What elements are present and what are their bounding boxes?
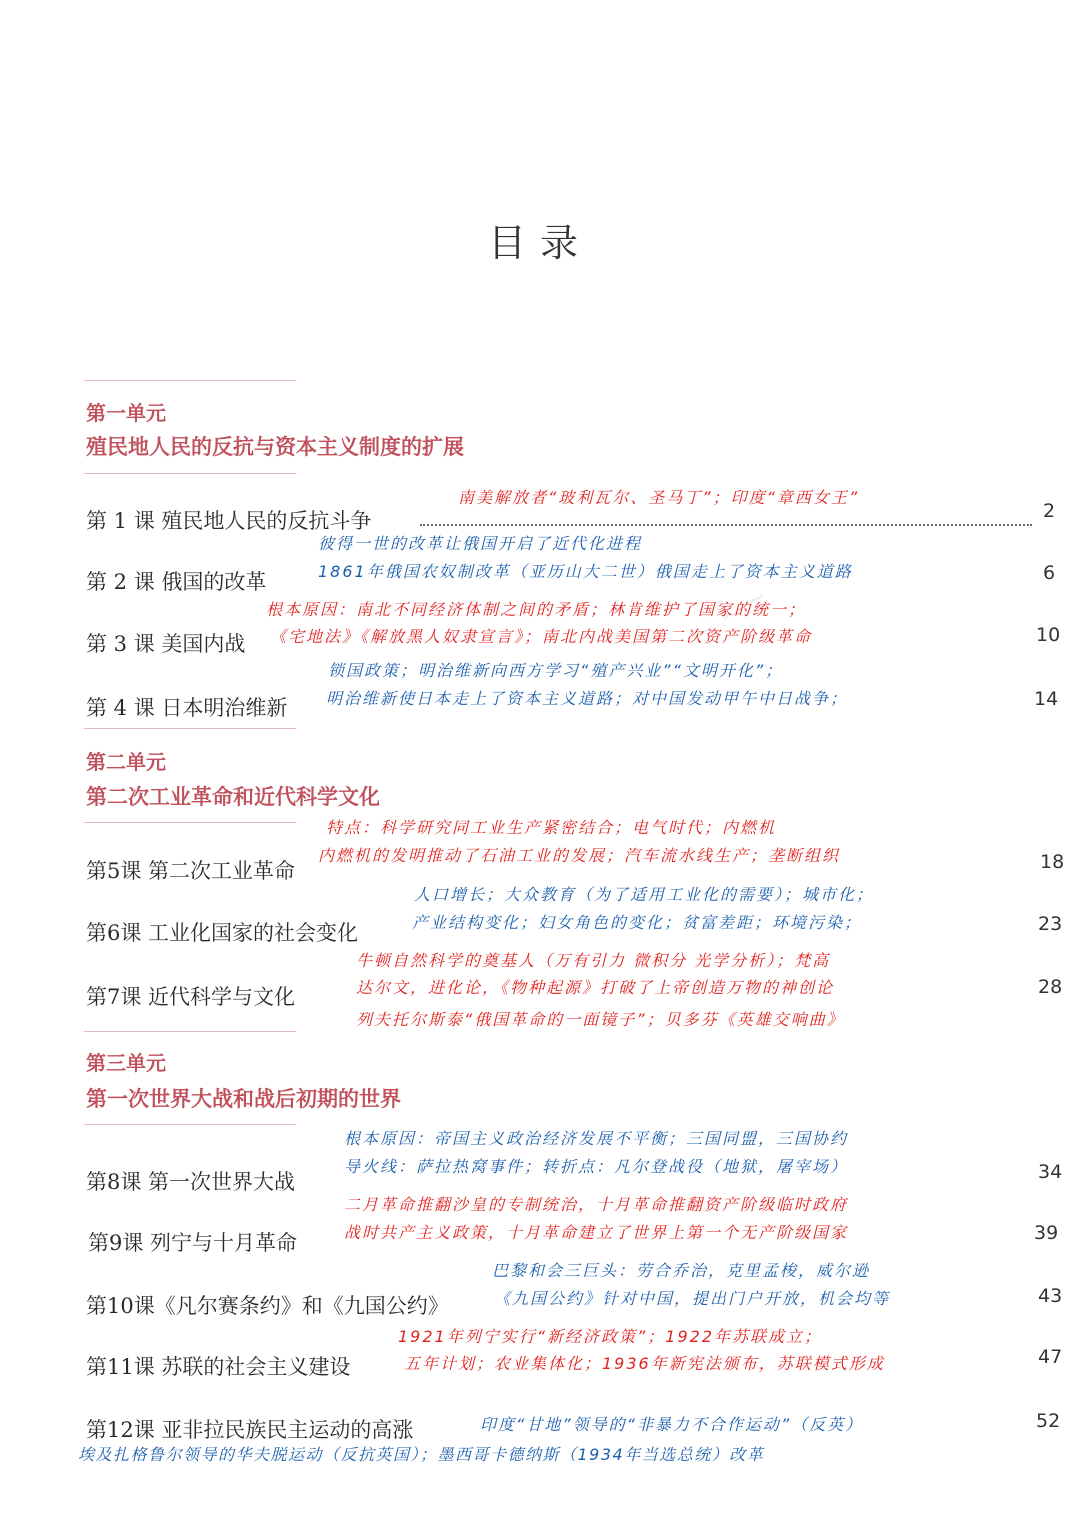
handwritten-note: 彼得一世的改革让俄国开启了近代化进程 bbox=[318, 534, 643, 553]
toc-entry-lesson-6[interactable]: 第6课 工业化国家的社会变化 bbox=[86, 921, 359, 945]
divider bbox=[84, 380, 296, 381]
toc-entry-lesson-7[interactable]: 第7课 近代科学与文化 bbox=[86, 985, 296, 1009]
page-title: 目录 bbox=[487, 221, 592, 265]
page-number: 28 bbox=[1038, 976, 1063, 998]
watermark: ~ ~ ~ bbox=[688, 580, 774, 650]
handwritten-note: 根本原因：帝国主义政治经济发展不平衡；三国同盟，三国协约 bbox=[344, 1129, 849, 1148]
page-number: 2 bbox=[1043, 500, 1056, 522]
divider bbox=[84, 473, 296, 474]
unit-title: 第一次世界大战和战后初期的世界 bbox=[86, 1086, 401, 1111]
handwritten-note: 锁国政策；明治维新向西方学习“殖产兴业”“文明开化”； bbox=[328, 661, 784, 680]
handwritten-note: 《九国公约》针对中国，提出门户开放，机会均等 bbox=[494, 1289, 891, 1308]
handwritten-note: 导火线：萨拉热窝事件；转折点：凡尔登战役（地狱，屠宰场） bbox=[344, 1157, 849, 1176]
toc-entry-lesson-4[interactable]: 第 4 课 日本明治维新 bbox=[86, 696, 288, 720]
handwritten-note: 明治维新使日本走上了资本主义道路；对中国发动甲午中日战争； bbox=[326, 689, 849, 708]
handwritten-note: 达尔文，进化论，《物种起源》打破了上帝创造万物的神创论 bbox=[356, 978, 835, 997]
divider bbox=[84, 822, 296, 823]
handwritten-note: 《宅地法》《解放黑人奴隶宣言》；南北内战美国第二次资产阶级革命 bbox=[270, 627, 813, 646]
dot-leader bbox=[420, 524, 1032, 526]
handwritten-note: 战时共产主义政策，十月革命建立了世界上第一个无产阶级国家 bbox=[344, 1223, 849, 1242]
handwritten-note: 牛顿自然科学的奠基人（万有引力 微积分 光学分析）；梵高 bbox=[356, 951, 831, 970]
toc-entry-lesson-8[interactable]: 第8课 第一次世界大战 bbox=[86, 1170, 296, 1194]
page-number: 23 bbox=[1038, 913, 1063, 935]
page-number: 18 bbox=[1040, 851, 1065, 873]
handwritten-note: 内燃机的发明推动了石油工业的发展；汽车流水线生产；垄断组织 bbox=[318, 846, 841, 865]
handwritten-note: 巴黎和会三巨头：劳合乔治，克里孟梭，威尔逊 bbox=[492, 1261, 871, 1280]
handwritten-note: 五年计划；农业集体化；1936年新宪法颁布，苏联模式形成 bbox=[404, 1354, 885, 1373]
unit-title: 第二次工业革命和近代科学文化 bbox=[86, 784, 380, 809]
toc-entry-lesson-5[interactable]: 第5课 第二次工业革命 bbox=[86, 859, 296, 883]
handwritten-note: 埃及扎格鲁尔领导的华夫脱运动（反抗英国）；墨西哥卡德纳斯（1934年当选总统）改革 bbox=[78, 1445, 765, 1464]
handwritten-note: 列夫托尔斯泰“俄国革命的一面镜子”；贝多芬《英雄交响曲》 bbox=[356, 1010, 845, 1029]
unit-label: 第一单元 bbox=[86, 401, 166, 425]
handwritten-note: 根本原因：南北不同经济体制之间的矛盾；林肯维护了国家的统一； bbox=[266, 600, 807, 619]
page-number: 10 bbox=[1036, 624, 1061, 646]
unit-label: 第三单元 bbox=[86, 1051, 166, 1075]
toc-entry-lesson-11[interactable]: 第11课 苏联的社会主义建设 bbox=[86, 1355, 351, 1379]
toc-entry-lesson-1[interactable]: 第 1 课 殖民地人民的反抗斗争 bbox=[86, 509, 372, 533]
handwritten-note: 二月革命推翻沙皇的专制统治，十月革命推翻资产阶级临时政府 bbox=[344, 1195, 849, 1214]
unit-label: 第二单元 bbox=[86, 750, 166, 774]
page-number: 14 bbox=[1034, 688, 1059, 710]
toc-entry-lesson-12[interactable]: 第12课 亚非拉民族民主运动的高涨 bbox=[86, 1418, 414, 1442]
divider bbox=[84, 1124, 296, 1125]
page-number: 34 bbox=[1038, 1161, 1063, 1183]
toc-entry-lesson-10[interactable]: 第10课《凡尔赛条约》和《九国公约》 bbox=[86, 1294, 449, 1318]
unit-title: 殖民地人民的反抗与资本主义制度的扩展 bbox=[86, 434, 464, 459]
page-number: 43 bbox=[1038, 1285, 1063, 1307]
handwritten-note: 印度“甘地”领导的“非暴力不合作运动”（反英） bbox=[480, 1415, 864, 1434]
handwritten-note: 南美解放者“玻利瓦尔、圣马丁”；印度“章西女王” bbox=[458, 488, 860, 507]
page-number: 39 bbox=[1034, 1222, 1059, 1244]
handwritten-note: 特点：科学研究同工业生产紧密结合；电气时代；内燃机 bbox=[326, 818, 777, 837]
handwritten-note: 1921年列宁实行“新经济政策”；1922年苏联成立； bbox=[398, 1327, 823, 1346]
handwritten-note: 1861年俄国农奴制改革（亚历山大二世）俄国走上了资本主义道路 bbox=[318, 562, 853, 581]
handwritten-note: 产业结构变化；妇女角色的变化；贫富差距；环境污染； bbox=[412, 913, 863, 932]
handwritten-note: 人口增长；大众教育（为了适用工业化的需要）；城市化； bbox=[414, 885, 875, 904]
page-number: 47 bbox=[1038, 1346, 1063, 1368]
toc-entry-lesson-2[interactable]: 第 2 课 俄国的改革 bbox=[86, 570, 267, 594]
divider bbox=[84, 1031, 296, 1032]
page-number: 52 bbox=[1036, 1410, 1061, 1432]
toc-entry-lesson-9[interactable]: 第9课 列宁与十月革命 bbox=[88, 1231, 298, 1255]
page-number: 6 bbox=[1043, 562, 1056, 584]
toc-entry-lesson-3[interactable]: 第 3 课 美国内战 bbox=[86, 632, 246, 656]
divider bbox=[84, 728, 296, 729]
